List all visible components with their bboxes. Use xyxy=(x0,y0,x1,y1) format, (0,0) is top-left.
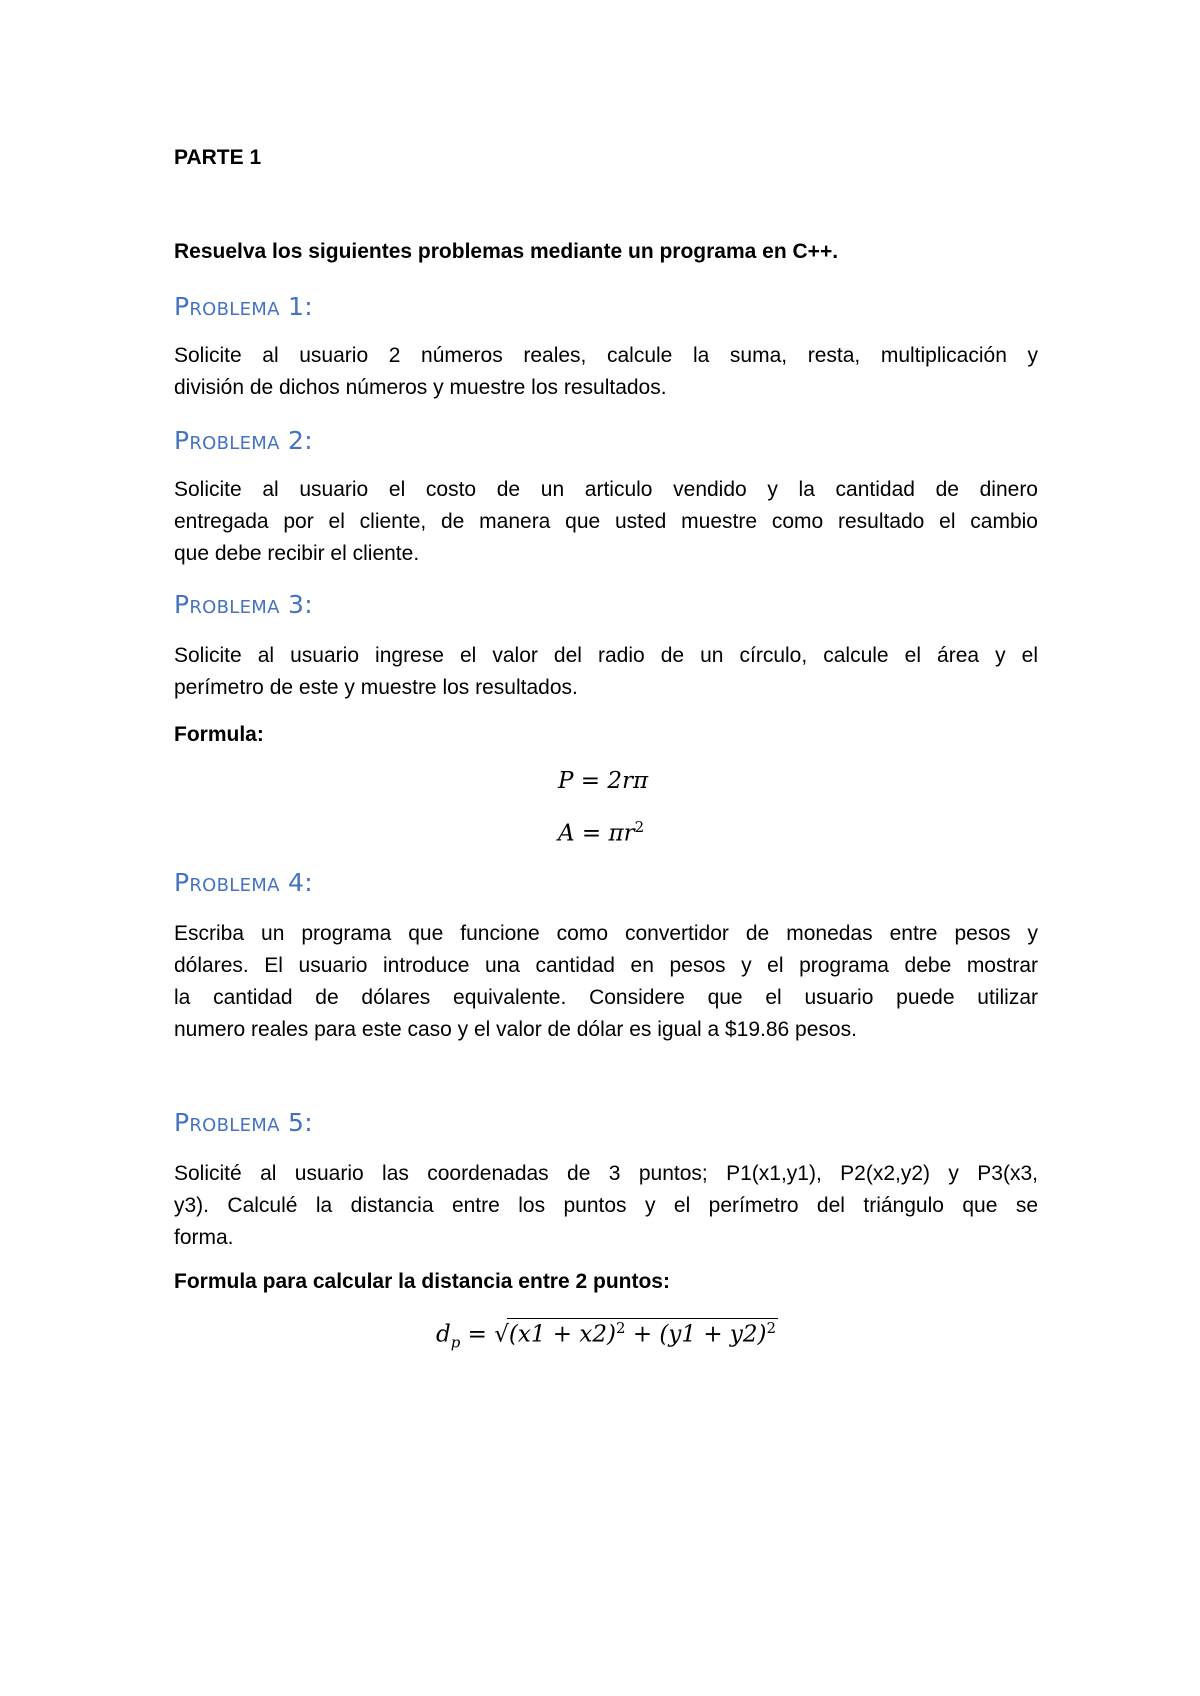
distance-subscript: p xyxy=(450,1333,461,1352)
distance-term-x: (x1 + x2) xyxy=(508,1321,616,1348)
distance-radicand xyxy=(507,1318,778,1348)
problem-3-line-1: Solicite al usuario ingrese el valor del radio de un círculo, calcule el área y el xyxy=(174,644,1038,667)
problem-5-formula-label: Formula para calcular la distancia entre 2 puntos: xyxy=(174,1270,670,1293)
problem-4-heading: Problema 4: xyxy=(174,868,313,897)
distance-term-y: (y1 + y2) xyxy=(659,1321,767,1348)
problem-5-line-2: y3). Calculé la distancia entre los puntos y el perímetro del triángulo que se xyxy=(174,1194,1038,1217)
distance-formula xyxy=(436,1318,778,1351)
problem-1-line-1: Solicite al usuario 2 números reales, calcule la suma, resta, multiplicación y xyxy=(174,344,1038,367)
intro-instruction: Resuelva los siguientes problemas mediante un programa en C++. xyxy=(174,240,839,263)
distance-exp-x: 2 xyxy=(615,1319,626,1337)
distance-lhs: d xyxy=(436,1321,451,1348)
problem-5-text xyxy=(174,1158,1038,1254)
area-formula-exponent: 2 xyxy=(634,818,645,836)
problem-3-line-2: perímetro de este y muestre los resultados. xyxy=(174,676,578,699)
distance-exp-y: 2 xyxy=(766,1319,777,1337)
area-formula-base: A = πr xyxy=(558,820,635,847)
problem-2-text xyxy=(174,474,1038,570)
problem-5-line-1: Solicité al usuario las coordenadas de 3 puntos; P1(x1,y1), P2(x2,y2) y P3(x3, xyxy=(174,1162,1038,1185)
problem-2-line-3: que debe recibir el cliente. xyxy=(174,542,420,565)
area-formula xyxy=(558,818,644,847)
distance-plus: + xyxy=(625,1321,660,1348)
perimeter-formula: P = 2rπ xyxy=(558,768,649,794)
problem-5-line-3: forma. xyxy=(174,1226,234,1249)
section-title: PARTE 1 xyxy=(174,146,262,169)
problem-1-line-2: división de dichos números y muestre los resultados. xyxy=(174,376,667,399)
problem-4-line-4: numero reales para este caso y el valor de dólar es igual a $19.86 pesos. xyxy=(174,1018,857,1041)
problem-2-heading: Problema 2: xyxy=(174,426,313,455)
problem-2-line-1: Solicite al usuario el costo de un articulo vendido y la cantidad de dinero xyxy=(174,478,1038,501)
problem-3-heading: Problema 3: xyxy=(174,590,313,619)
problem-4-line-2: dólares. El usuario introduce una cantidad en pesos y el programa debe mostrar xyxy=(174,954,1038,977)
problem-5-heading: Problema 5: xyxy=(174,1108,313,1137)
problem-1-text xyxy=(174,340,1038,404)
problem-2-line-2: entregada por el cliente, de manera que usted muestre como resultado el cambio xyxy=(174,510,1038,533)
problem-1-heading: Problema 1: xyxy=(174,292,313,321)
problem-3-text xyxy=(174,640,1038,704)
problem-3-formula-label: Formula: xyxy=(174,723,264,746)
problem-4-line-3: la cantidad de dólares equivalente. Considere que el usuario puede utilizar xyxy=(174,986,1038,1009)
distance-equals-root: = √ xyxy=(460,1321,509,1348)
problem-4-line-1: Escriba un programa que funcione como convertidor de monedas entre pesos y xyxy=(174,922,1038,945)
problem-4-text xyxy=(174,918,1038,1046)
